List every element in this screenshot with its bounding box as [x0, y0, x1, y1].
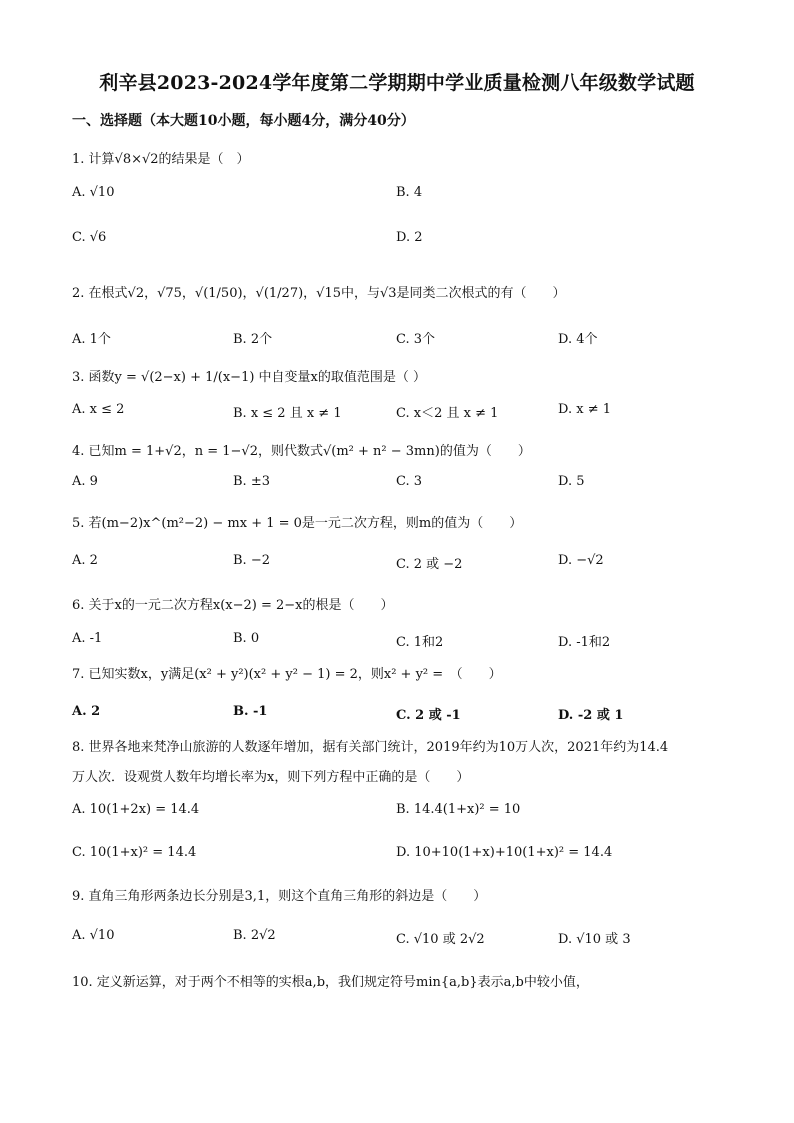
question-stem: 4. 已知m = 1+√2，n = 1−√2，则代数式√(m² + n² − 3mn)的值为（ ）	[72, 444, 531, 459]
option-a: A. 9	[72, 474, 98, 489]
option-d: D. 5	[558, 474, 585, 489]
option-a: A. x ≤ 2	[72, 402, 125, 417]
option-c: C. x＜2 且 x ≠ 1	[396, 406, 499, 421]
question-stem: 9. 直角三角形两条边长分别是3,1，则这个直角三角形的斜边是（ ）	[72, 889, 487, 904]
option-d: D. √10 或 3	[558, 932, 631, 947]
question-stem: 2. 在根式√2，√75，√(1/50)，√(1/27)，√15中，与√3是同类二次根式的有（ ）	[72, 286, 566, 301]
option-c: C. 1和2	[396, 635, 444, 650]
question-stem: 8. 世界各地来梵净山旅游的人数逐年增加，据有关部门统计，2019年约为10万人次，2021年约为14.4	[72, 740, 669, 755]
option-b: B. 0	[233, 631, 260, 646]
option-b: B. 2个	[233, 332, 273, 347]
option-b: B. -1	[233, 704, 268, 719]
option-c: C. 2 或 -1	[396, 708, 461, 723]
option-c: C. 3个	[396, 332, 436, 347]
option-c: C. √10 或 2√2	[396, 932, 485, 947]
option-c: C. √6	[72, 230, 107, 245]
option-b: B. x ≤ 2 且 x ≠ 1	[233, 406, 342, 421]
option-a: A. 1个	[72, 332, 111, 347]
option-c: C. 3	[396, 474, 423, 489]
option-b: B. −2	[233, 553, 270, 568]
option-d: D. x ≠ 1	[558, 402, 611, 417]
question-stem: 7. 已知实数x，y满足(x² + y²)(x² + y² − 1) = 2，则x² + y² = （ ）	[72, 667, 502, 682]
option-a: A. 2	[72, 704, 101, 719]
option-b: B. ±3	[233, 474, 270, 489]
option-a: A. √10	[72, 185, 115, 200]
question-stem: 5. 若(m−2)x^(m²−2) − mx + 1 = 0是一元二次方程，则m的值为（ ）	[72, 516, 523, 531]
question-stem-continued: 万人次．设观赏人数年均增长率为x，则下列方程中正确的是（ ）	[72, 770, 470, 785]
exam-title: 利辛县2023-2024学年度第二学期期中学业质量检测八年级数学试题	[99, 72, 695, 94]
option-c: C. 2 或 −2	[396, 557, 463, 572]
option-d: D. −√2	[558, 553, 604, 568]
question-stem: 1. 计算√8×√2的结果是（ ）	[72, 152, 250, 167]
question-stem: 10. 定义新运算，对于两个不相等的实根a,b，我们规定符号min{a,b}表示a,b中较小值，	[72, 975, 589, 990]
option-d: D. -2 或 1	[558, 708, 624, 723]
option-a: A. -1	[72, 631, 103, 646]
option-a: A. 2	[72, 553, 98, 568]
option-b: B. 14.4(1+x)² = 10	[396, 802, 521, 817]
option-a: A. √10	[72, 928, 115, 943]
question-stem: 6. 关于x的一元二次方程x(x−2) = 2−x的根是（ ）	[72, 598, 394, 613]
option-d: D. 10+10(1+x)+10(1+x)² = 14.4	[396, 845, 613, 860]
option-d: D. -1和2	[558, 635, 611, 650]
option-c: C. 10(1+x)² = 14.4	[72, 845, 197, 860]
option-a: A. 10(1+2x) = 14.4	[72, 802, 200, 817]
option-b: B. 4	[396, 185, 423, 200]
option-d: D. 2	[396, 230, 423, 245]
option-b: B. 2√2	[233, 928, 276, 943]
section-heading: 一、选择题（本大题10小题，每小题4分，满分40分）	[72, 113, 415, 129]
question-stem: 3. 函数y = √(2−x) + 1/(x−1) 中自变量x的取值范围是（ ）	[72, 370, 427, 385]
option-d: D. 4个	[558, 332, 598, 347]
